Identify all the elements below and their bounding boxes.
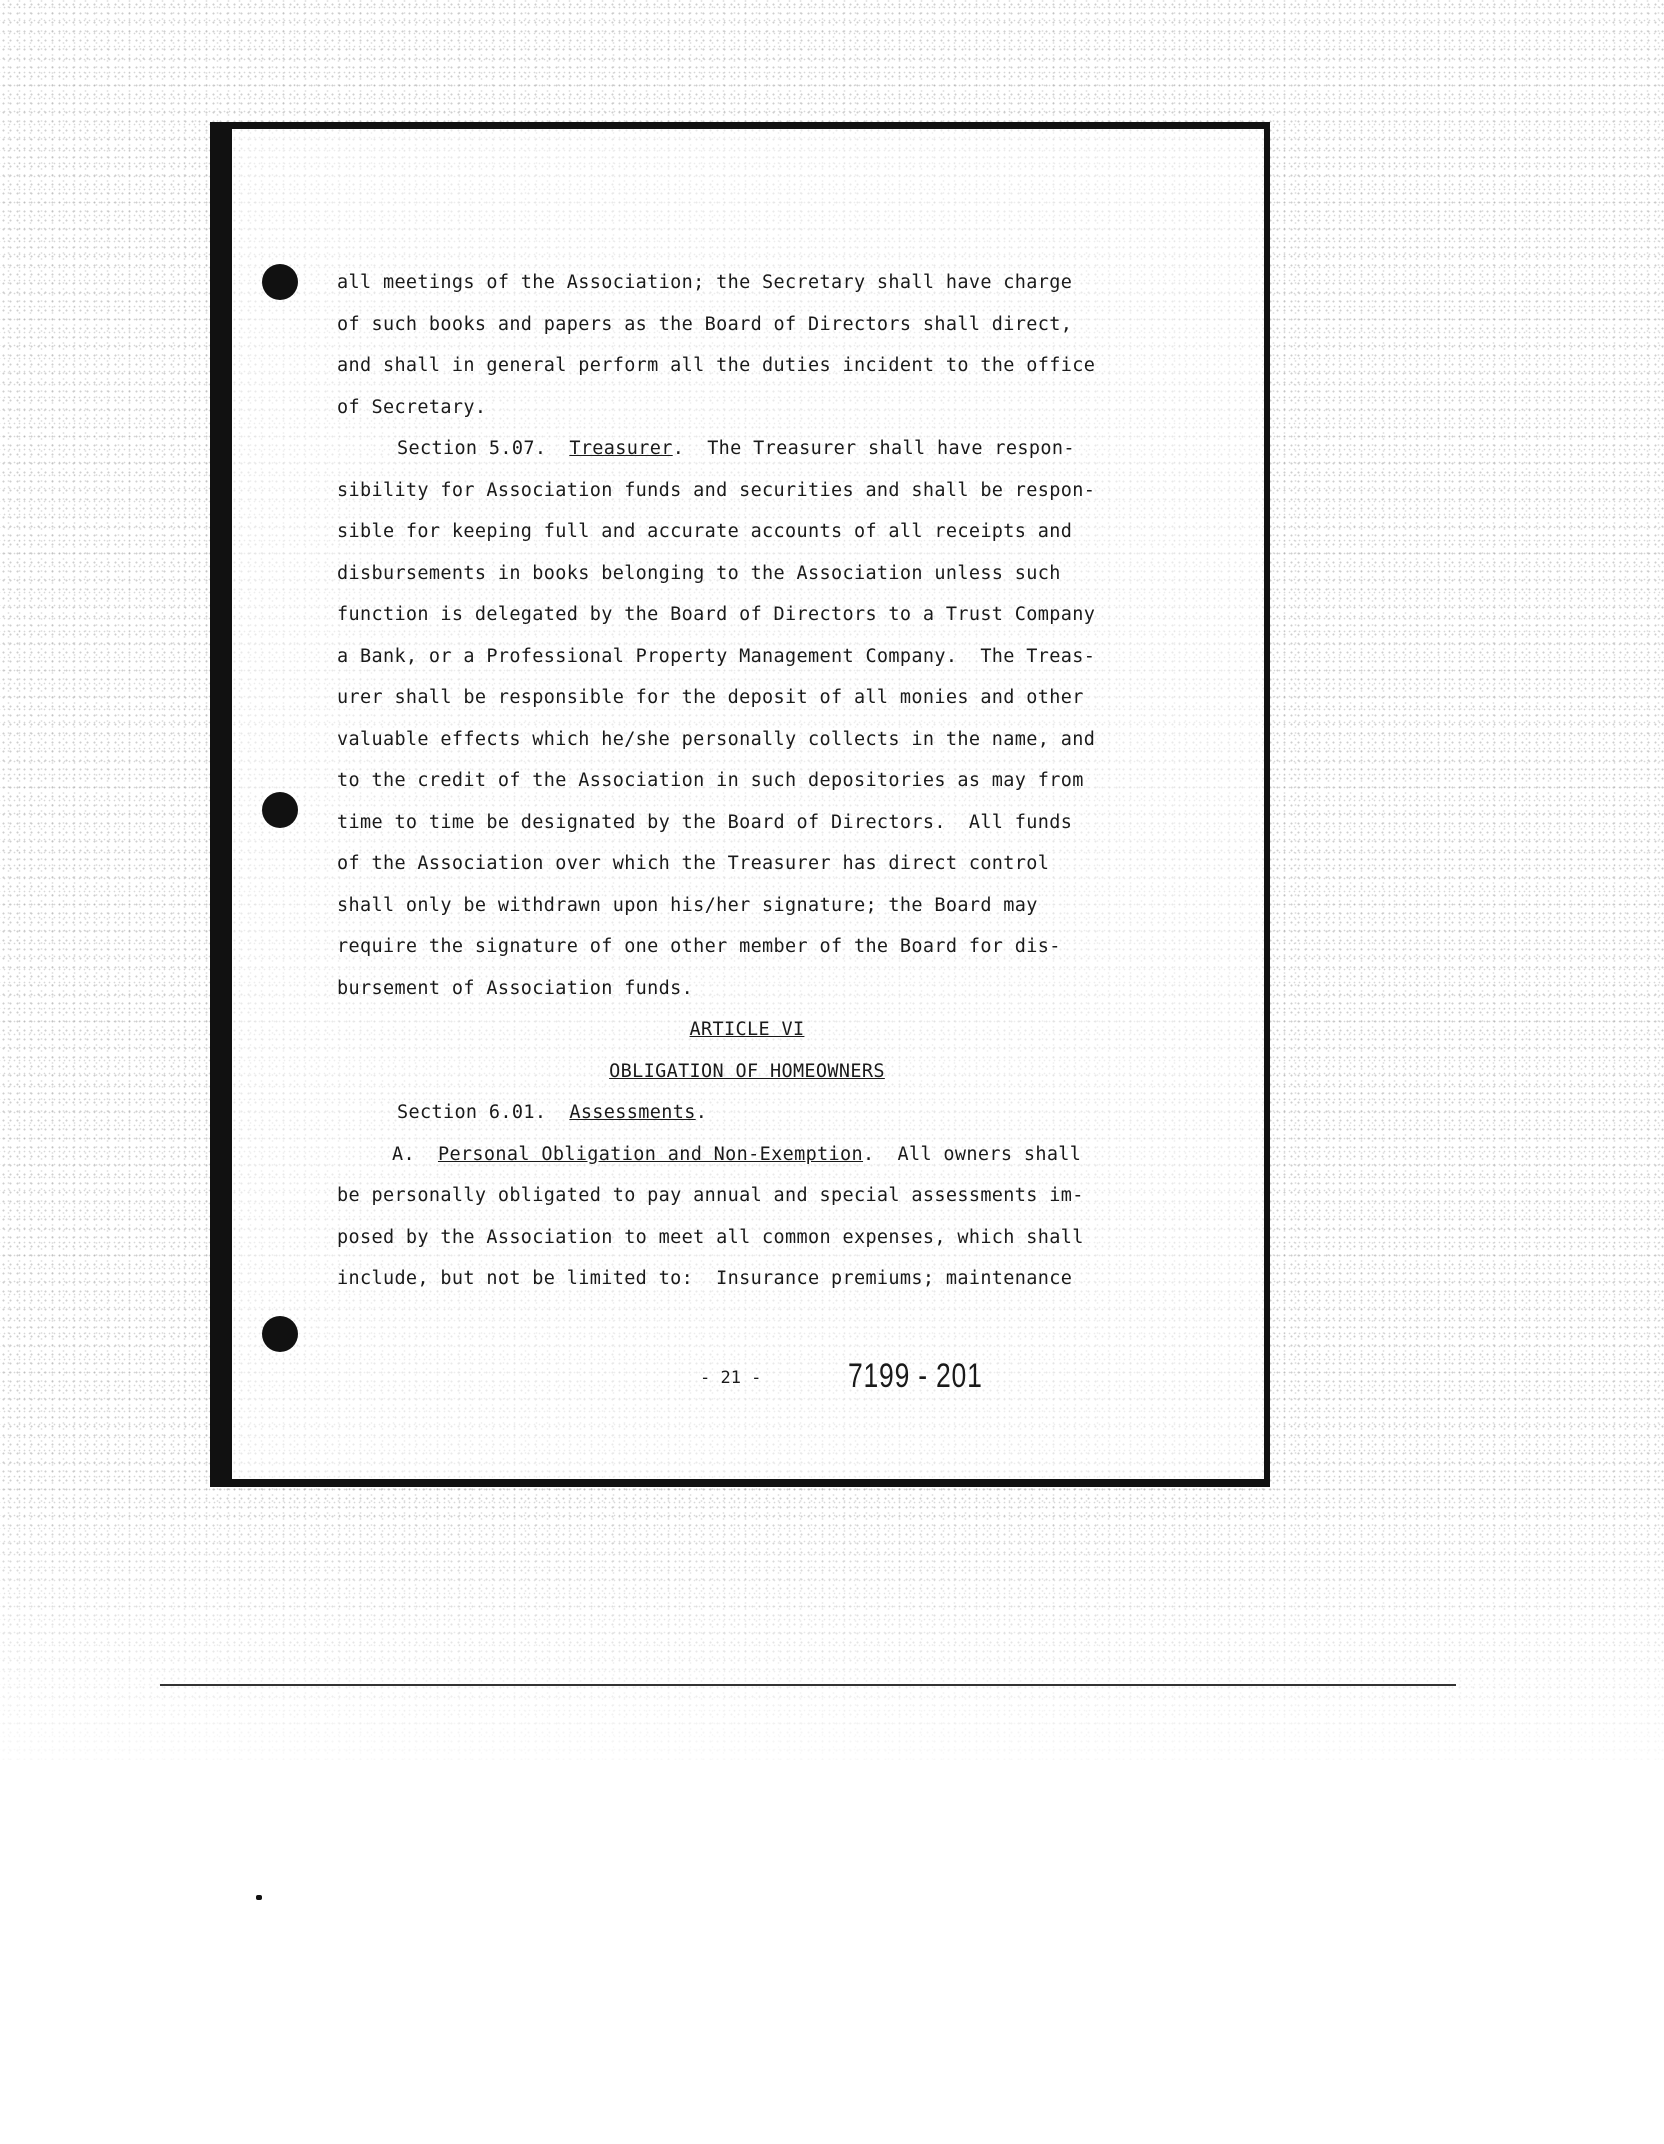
- article-title: ARTICLE VI: [689, 1019, 805, 1040]
- paragraph-a-heading-line: [337, 1134, 1157, 1176]
- paragraph-a-prefix: A.: [392, 1143, 438, 1165]
- text-line: all meetings of the Association; the Secretary shall have charge: [337, 272, 1073, 293]
- text-line: function is delegated by the Board of Directors to a Trust Company: [337, 604, 1096, 625]
- punch-hole-top: [262, 264, 298, 300]
- text-line: sibility for Association funds and securities and shall be respon-: [337, 479, 1096, 501]
- text-line: of the Association over which the Treasurer has direct control: [337, 853, 1050, 874]
- text-line: of such books and papers as the Board of Directors shall direct,: [337, 313, 1073, 335]
- punch-hole-bottom: [262, 1316, 298, 1352]
- article-title-line: [337, 1009, 1157, 1051]
- text-line: disbursements in books belonging to the Association unless such: [337, 562, 1061, 584]
- text-line: of Secretary.: [337, 396, 487, 418]
- text-line: sible for keeping full and accurate accounts of all receipts and: [337, 521, 1073, 542]
- text-line: time to time be designated by the Board of Directors. All funds: [337, 811, 1073, 833]
- section-6-01-prefix: Section 6.01.: [397, 1102, 570, 1123]
- text-line: and shall in general perform all the duties incident to the office: [337, 355, 1096, 376]
- article-subtitle-line: [337, 1051, 1157, 1093]
- section-5-07-title: Treasurer: [569, 438, 673, 459]
- text-line: include, but not be limited to: Insurance premiums; maintenance: [337, 1268, 1073, 1289]
- section-5-07-prefix: Section 5.07.: [397, 438, 570, 459]
- section-6-01-title: Assessments: [569, 1102, 696, 1123]
- text-line: require the signature of one other member of the Board for dis-: [337, 936, 1061, 957]
- paragraph-a-suffix: . All owners shall: [863, 1143, 1082, 1165]
- section-5-07-heading-line: [337, 428, 1157, 470]
- section-5-07-suffix: . The Treasurer shall have respon-: [672, 438, 1075, 459]
- text-line: to the credit of the Association in such depositories as may from: [337, 770, 1084, 791]
- text-line: bursement of Association funds.: [337, 977, 694, 999]
- section-6-01-suffix: .: [695, 1102, 708, 1123]
- page-number: - 21 -: [700, 1368, 762, 1388]
- punch-hole-middle: [262, 792, 298, 828]
- text-line: urer shall be responsible for the deposit of all monies and other: [337, 687, 1084, 708]
- scan-edge-line: [160, 1684, 1456, 1686]
- text-line: posed by the Association to meet all common expenses, which shall: [337, 1226, 1084, 1248]
- paragraph-a-title: Personal Obligation and Non-Exemption: [437, 1143, 864, 1165]
- stray-mark: [256, 1895, 262, 1900]
- section-6-01-heading-line: [337, 1092, 1157, 1134]
- recording-stamp-number: 7199 - 201: [848, 1357, 983, 1395]
- text-line: valuable effects which he/she personally collects in the name, and: [337, 728, 1096, 750]
- text-line: shall only be withdrawn upon his/her signature; the Board may: [337, 894, 1038, 916]
- text-line: a Bank, or a Professional Property Management Company. The Treas-: [337, 645, 1096, 667]
- scan-noise-fade: [0, 1500, 1664, 1800]
- article-subtitle: OBLIGATION OF HOMEOWNERS: [609, 1060, 885, 1082]
- document-body: [337, 262, 1157, 1300]
- text-line: be personally obligated to pay annual and special assessments im-: [337, 1185, 1084, 1206]
